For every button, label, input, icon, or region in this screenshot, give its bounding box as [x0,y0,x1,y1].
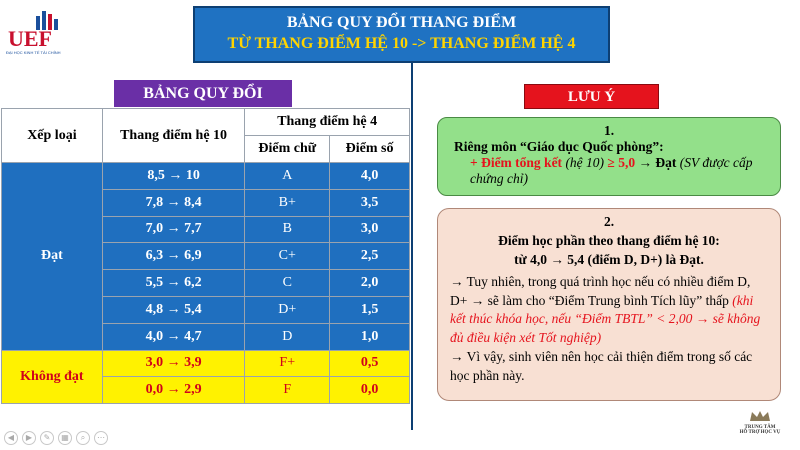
table-caption: BẢNG QUY ĐỔI [114,80,292,107]
note2-p1a: → Tuy nhiên, trong quá trình học nếu có nhiều điểm D, D+ → sẽ làm cho “Điểm Trung bình Tích lũy” thấp [450,273,751,308]
table-row [2,350,410,377]
header-number: Điểm số [330,136,410,163]
points-cell: 2,5 [330,243,410,270]
letter-cell: D [245,323,330,350]
note1-rule [470,155,770,187]
letter-cell: B [245,216,330,243]
grade-conversion-table [1,108,410,404]
more-icon[interactable]: ⋯ [94,431,108,445]
note-box-2 [437,208,781,401]
note1-plus: + Điểm tổng kết [470,155,563,170]
header-scale10: Thang điểm hệ 10 [102,109,245,163]
range-cell: 8,5 → 10 [102,163,245,190]
range-cell: 3,0 → 3,9 [102,350,245,377]
note1-number: 1. [603,123,615,138]
range-cell: 0,0 → 2,9 [102,377,245,404]
note2-title1: Điểm học phần theo thang điểm hệ 10: [498,232,720,248]
points-cell: 2,0 [330,270,410,297]
header-rank: Xếp loại [2,109,103,163]
note2-p1b: (khi kết thúc khóa học, nếu “Điểm TBTL” < 2,00 → sẽ không đủ điều kiện xét Tốt nghiệp) [450,292,761,346]
pen-icon[interactable]: ✎ [40,431,54,445]
logo-text: UEF [8,26,52,51]
prev-slide-icon[interactable]: ◀ [4,431,18,445]
title-banner [193,6,610,63]
zoom-icon[interactable]: ⌕ [76,431,90,445]
arrow-icon: → [638,155,652,170]
letter-cell: C [245,270,330,297]
table-row [2,163,410,190]
points-cell: 0,0 [330,377,410,404]
notes-header: LƯU Ý [524,84,659,109]
note2-title2: từ 4,0 → 5,4 (điểm D, D+) là Đạt. [514,251,704,267]
points-cell: 4,0 [330,163,410,190]
header-scale4: Thang điểm hệ 4 [245,109,410,136]
letter-cell: F [245,377,330,404]
divider [411,63,413,430]
range-cell: 4,0 → 4,7 [102,323,245,350]
range-cell: 6,3 → 6,9 [102,243,245,270]
crown-icon [749,410,771,422]
range-cell: 5,5 → 6,2 [102,270,245,297]
note1-cond: ≥ 5,0 [607,155,636,170]
note-box-1 [437,117,781,196]
uef-logo [6,6,70,62]
points-cell: 1,5 [330,296,410,323]
note1-extra: (SV được cấp chứng chỉ) [470,155,753,186]
letter-cell: A [245,163,330,190]
presentation-controls [4,431,108,445]
slides-icon[interactable]: ▦ [58,431,72,445]
title-line1: BẢNG QUY ĐỔI THANG ĐIỂM [286,14,517,31]
support-center-logo [730,410,790,436]
header-letter: Điểm chữ [245,136,330,163]
points-cell: 3,5 [330,189,410,216]
pass-label: Đạt [2,163,103,351]
range-cell: 7,8 → 8,4 [102,189,245,216]
note2-para2: → Vì vậy, sinh viên nên học cải thiện điểm trong số các học phần này. [450,349,753,384]
note2-para1 [450,273,768,349]
center-logo-line1: TRUNG TÂM [744,424,776,430]
letter-cell: B+ [245,189,330,216]
range-cell: 7,0 → 7,7 [102,216,245,243]
note1-title: Riêng môn “Giáo dục Quốc phòng”: [454,139,664,154]
points-cell: 3,0 [330,216,410,243]
range-cell: 4,8 → 5,4 [102,296,245,323]
letter-cell: F+ [245,350,330,377]
note2-number: 2. [603,214,615,229]
letter-cell: D+ [245,296,330,323]
letter-cell: C+ [245,243,330,270]
note1-paren: (hệ 10) [565,155,605,170]
points-cell: 0,5 [330,350,410,377]
note1-result: Đạt [655,155,677,170]
center-logo-line2: HỖ TRỢ HỌC VỤ [739,430,781,435]
title-line2: TỪ THANG ĐIỂM HỆ 10 -> THANG ĐIỂM HỆ 4 [227,35,576,52]
fail-label: Không đạt [2,350,103,403]
next-slide-icon[interactable]: ▶ [22,431,36,445]
logo-subtitle: ĐẠI HỌC KINH TẾ TÀI CHÍNH [6,50,61,55]
points-cell: 1,0 [330,323,410,350]
